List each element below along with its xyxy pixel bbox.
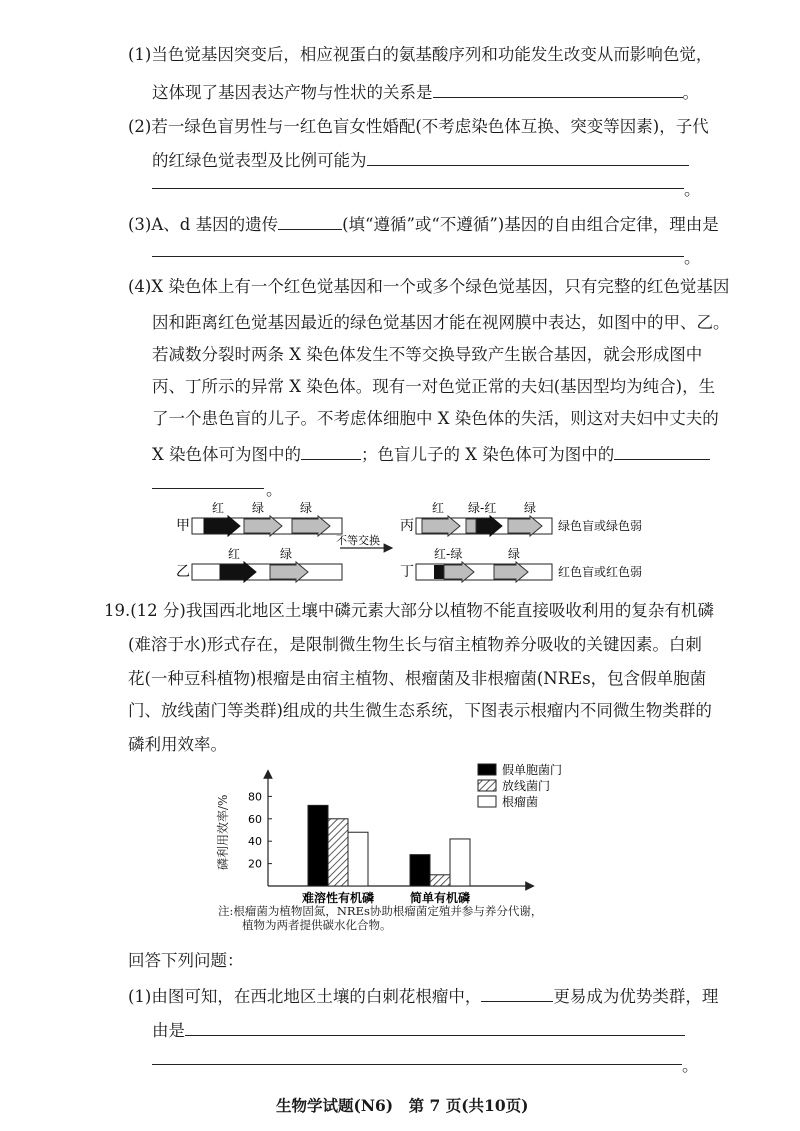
answer-rule[interactable]	[152, 1064, 682, 1065]
label-bing: 丙	[400, 518, 414, 534]
y-tick-label: 80	[248, 790, 262, 804]
label-green: 绿	[280, 547, 293, 561]
hybrid-red-part	[434, 565, 444, 579]
label-green-red: 绿-红	[468, 501, 497, 515]
legend-swatch	[478, 796, 496, 807]
label-red: 红	[432, 501, 445, 515]
q19-line5: 磷利用效率。	[128, 735, 227, 754]
chart-note-line1: 注:根瘤菌为植物固氮，NREs协助根瘤菌定殖并参与养分代谢，	[218, 904, 543, 918]
bar-2-1	[328, 819, 348, 886]
period: 。	[684, 180, 701, 199]
crossover-label: 不等交换	[336, 534, 380, 547]
answer-blank[interactable]	[185, 1018, 685, 1036]
x-category-label: 难溶性有机磷	[301, 891, 375, 905]
period: 。	[682, 1056, 699, 1075]
period: 。	[266, 480, 283, 499]
answer-blank[interactable]	[301, 442, 361, 460]
q19-1-line1: (1)由图可知，在西北地区土壤的白刺花根瘤中， 更易成为优势类群，理	[128, 984, 718, 1008]
label-yi: 乙	[176, 564, 190, 580]
chart-note-line2: 植物为两者提供碳水化合物。	[242, 918, 392, 932]
q19-1-line2: 由是	[152, 1018, 685, 1042]
q18-3-line1: (3)A、d 基因的遗传 (填“遵循”或“不遵循”)基因的自由组合定律，理由是	[128, 212, 719, 236]
q18-1-line1: (1)当色觉基因突变后，相应视蛋白的氨基酸序列和功能发生改变从而影响色觉，	[128, 45, 713, 64]
answer-blank[interactable]	[367, 148, 689, 166]
hybrid-green-part	[466, 519, 476, 533]
q18-4-line5: 了一个患色盲的儿子。不考虑体细胞中 X 染色体的失活，则这对夫妇中丈夫的	[152, 409, 719, 428]
legend-label: 假单胞菌门	[502, 763, 563, 777]
note-ding: 红色盲或红色弱	[558, 565, 643, 579]
legend-label: 根瘤菌	[502, 795, 539, 809]
label-green: 绿	[508, 547, 521, 561]
answer-rule[interactable]	[152, 188, 684, 189]
x-category-label: 简单有机磷	[409, 891, 471, 905]
q18-4-line3: 若减数分裂时两条 X 染色体发生不等交换导致产生嵌合基因，就会形成图中	[152, 345, 703, 364]
bar-2-2	[430, 875, 450, 886]
legend-swatch	[478, 780, 496, 791]
q18-2-line2: 的红绿色觉表型及比例可能为	[152, 148, 689, 172]
q18-4-line1: (4)X 染色体上有一个红色觉基因和一个或多个绿色觉基因，只有完整的红色觉基因	[128, 277, 730, 296]
bar-3-1	[348, 832, 368, 886]
q19-line2: (难溶于水)形式存在，是限制微生物生长与宿主植物养分吸收的关键因素。白刺	[128, 635, 702, 654]
label-green: 绿	[252, 501, 265, 515]
answer-blank[interactable]	[614, 442, 710, 460]
label-green: 绿	[524, 501, 537, 515]
label-jia: 甲	[176, 518, 190, 534]
bar-1-2	[410, 855, 430, 886]
q18-2-line1: (2)若一绿色盲男性与一红色盲女性婚配(不考虑染色体互换、突变等因素)，子代	[128, 117, 709, 136]
note-bing: 绿色盲或绿色弱	[558, 519, 643, 533]
period: 。	[684, 248, 701, 267]
legend-swatch	[478, 764, 496, 775]
y-tick-label: 40	[248, 835, 262, 849]
bar-1-1	[308, 805, 328, 886]
label-ding: 丁	[400, 564, 414, 580]
q18-4-line2: 因和距离红色觉基因最近的绿色觉基因才能在视网膜中表达，如图中的甲、乙。	[152, 313, 730, 332]
label-red: 红	[228, 547, 241, 561]
chromosome-yi	[192, 564, 342, 580]
gene-diagram	[0, 500, 800, 590]
q19-line3: 花(一种豆科植物)根瘤是由宿主植物、根瘤菌及非根瘤菌(NREs，包含假单胞菌	[128, 669, 707, 688]
answer-prompt: 回答下列问题：	[128, 951, 244, 970]
page-footer: 生物学试题(N6) 第 7 页(共10页)	[276, 1096, 529, 1115]
q19-line4: 门、放线菌门等类群)组成的共生微生态系统，下图表示根瘤内不同微生物类群的	[128, 701, 712, 720]
legend-label: 放线菌门	[502, 779, 551, 793]
q18-1-line2: 这体现了基因表达产物与性状的关系是 。	[152, 80, 699, 104]
answer-blank[interactable]	[278, 212, 342, 230]
q19-line1: 19.(12 分)我国西北地区土壤中磷元素大部分以植物不能直接吸收利用的复杂有机磷	[104, 601, 714, 620]
answer-blank[interactable]	[481, 984, 553, 1002]
q18-4-line4: 丙、丁所示的异常 X 染色体。现有一对色觉正常的夫妇(基因型均为纯合)，生	[152, 377, 716, 396]
q18-4-line6: X 染色体可为图中的 ；色盲儿子的 X 染色体可为图中的	[152, 442, 710, 466]
answer-blank[interactable]	[433, 80, 683, 98]
label-green: 绿	[300, 501, 313, 515]
answer-rule[interactable]	[152, 256, 684, 257]
bar-3-2	[450, 839, 470, 886]
answer-rule[interactable]	[152, 488, 264, 489]
label-red: 红	[212, 501, 225, 515]
y-tick-label: 60	[248, 812, 262, 826]
label-red-green: 红-绿	[434, 547, 463, 561]
y-tick-label: 20	[248, 857, 262, 871]
chart-ylabel: 磷利用效率/%	[216, 794, 230, 870]
